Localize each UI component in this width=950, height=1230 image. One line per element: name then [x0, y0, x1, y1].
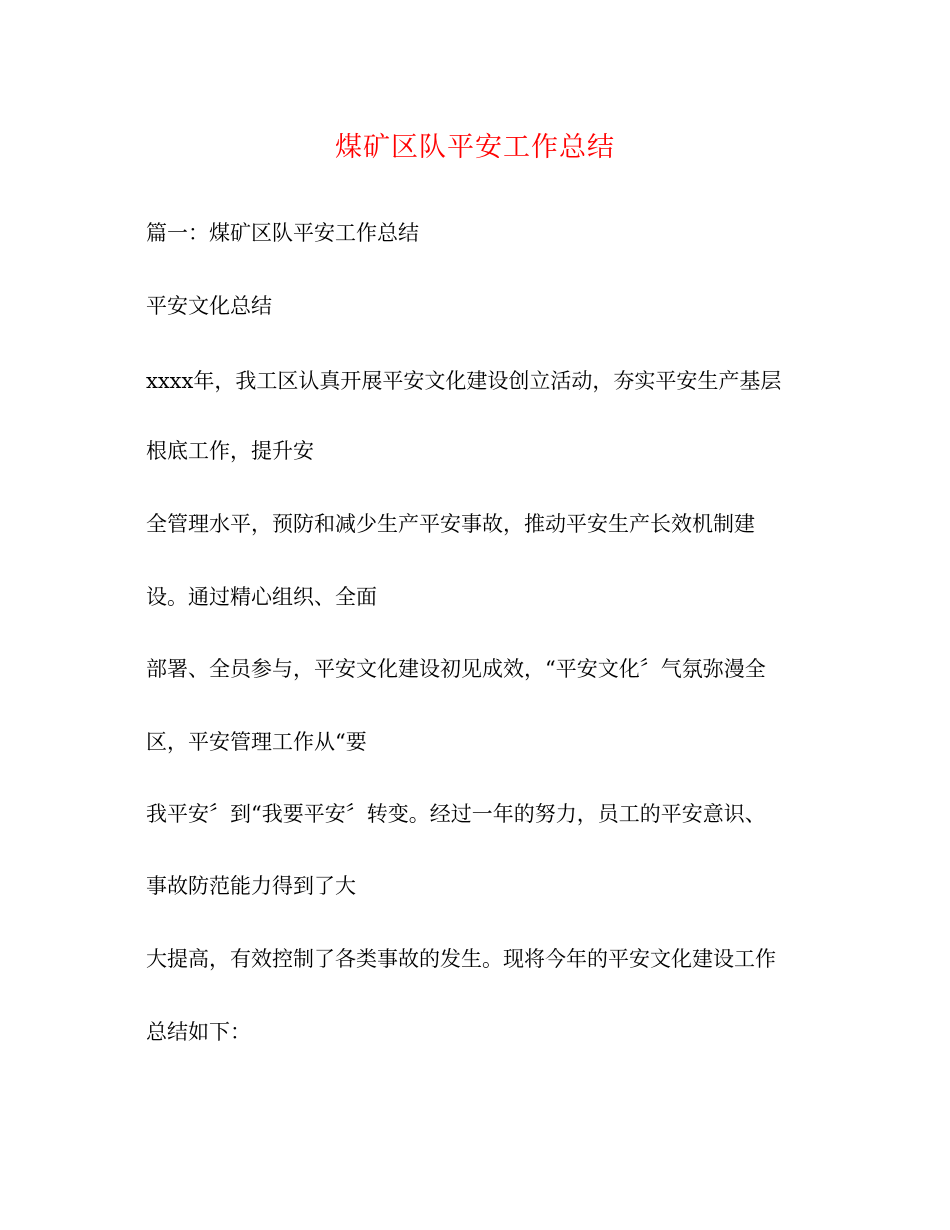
subsection-heading: 平安文化总结 — [146, 294, 272, 318]
body-text-line: 全管理水平，预防和减少生产平安事故，推动平安生产长效机制建 — [146, 512, 755, 536]
body-text-line: 设。通过精心组织、全面 — [146, 585, 377, 609]
body-text-line: 事故防范能力得到了大 — [146, 874, 356, 898]
body-text-line: 根底工作，提升安 — [146, 439, 314, 463]
body-text-line: 总结如下： — [146, 1020, 251, 1044]
body-text-line: xxxx年，我工区认真开展平安文化建设创立活动，夯实平安生产基层 — [146, 369, 782, 393]
body-text-line: 我平安〞到“我要平安〞转变。经过一年的努力，员工的平安意识、 — [146, 802, 766, 826]
section-heading: 篇一：煤矿区队平安工作总结 — [146, 221, 419, 245]
body-text-line: 大提高，有效控制了各类事故的发生。现将今年的平安文化建设工作 — [146, 947, 776, 971]
body-text-line: 部署、全员参与，平安文化建设初见成效，“平安文化〞气氛弥漫全 — [146, 657, 766, 681]
body-text-line: 区，平安管理工作从“要 — [146, 730, 367, 754]
document-title: 煤矿区队平安工作总结 — [335, 132, 615, 163]
